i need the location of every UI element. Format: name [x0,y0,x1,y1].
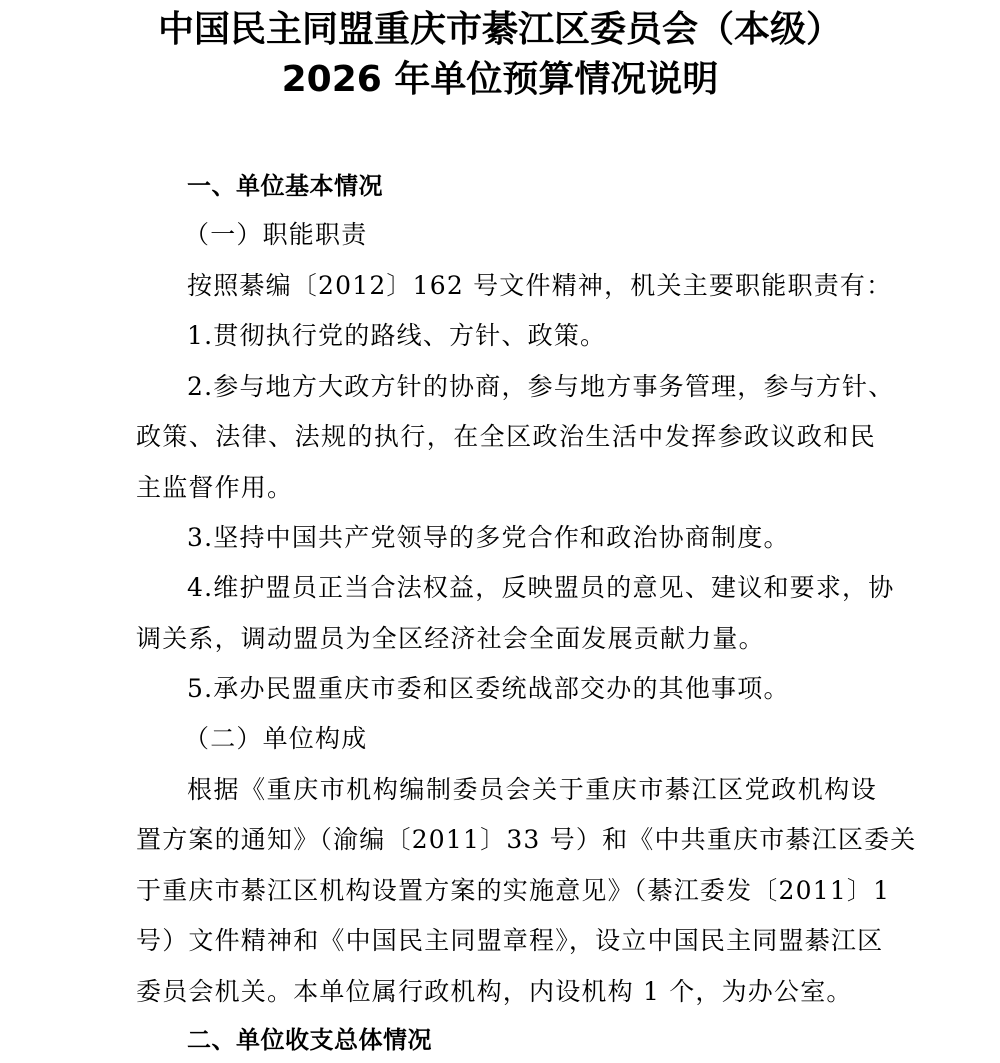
paragraph-composition-line2: 置方案的通知》（渝编〔2011〕33 号）和《中共重庆市綦江区委关 [136,825,917,854]
paragraph-composition-line1: 根据《重庆市机构编制委员会关于重庆市綦江区党政机构设 [187,775,877,804]
paragraph-composition-line4: 号）文件精神和《中国民主同盟章程》，设立中国民主同盟綦江区 [136,926,884,955]
list-item-2-line2: 政策、法律、法规的执行，在全区政治生活中发挥参政议政和民 [136,422,876,451]
list-item-3: 3.坚持中国共产党领导的多党合作和政治协商制度。 [187,523,790,552]
document-title-line1: 中国民主同盟重庆市綦江区委员会（本级） [157,9,842,50]
list-item-1: 1.贯彻执行党的路线、方针、政策。 [187,321,607,350]
section-heading-revenue-expenditure: 二、单位收支总体情况 [187,1026,432,1054]
document-title-line2: 2026 年单位预算情况说明 [281,59,719,100]
subsection-heading-duties: （一）职能职责 [184,220,368,249]
paragraph-composition-line5: 委员会机关。本单位属行政机构，内设机构 1 个，为办公室。 [136,977,853,1006]
paragraph-composition-line3: 于重庆市綦江区机构设置方案的实施意见》（綦江委发〔2011〕1 [136,876,891,905]
section-heading-basic-info: 一、单位基本情况 [187,172,383,200]
paragraph-intro: 按照綦编〔2012〕162 号文件精神，机关主要职能职责有： [187,271,893,300]
list-item-5: 5.承办民盟重庆市委和区委统战部交办的其他事项。 [187,674,790,703]
subsection-heading-composition: （二）单位构成 [184,724,368,753]
list-item-4-line2: 调关系，调动盟员为全区经济社会全面发展贡献力量。 [136,624,765,653]
list-item-4-line1: 4.维护盟员正当合法权益，反映盟员的意见、建议和要求，协 [187,573,895,602]
list-item-2-line1: 2.参与地方大政方针的协商，参与地方事务管理，参与方针、 [187,372,895,401]
list-item-2-line3: 主监督作用。 [136,473,294,502]
